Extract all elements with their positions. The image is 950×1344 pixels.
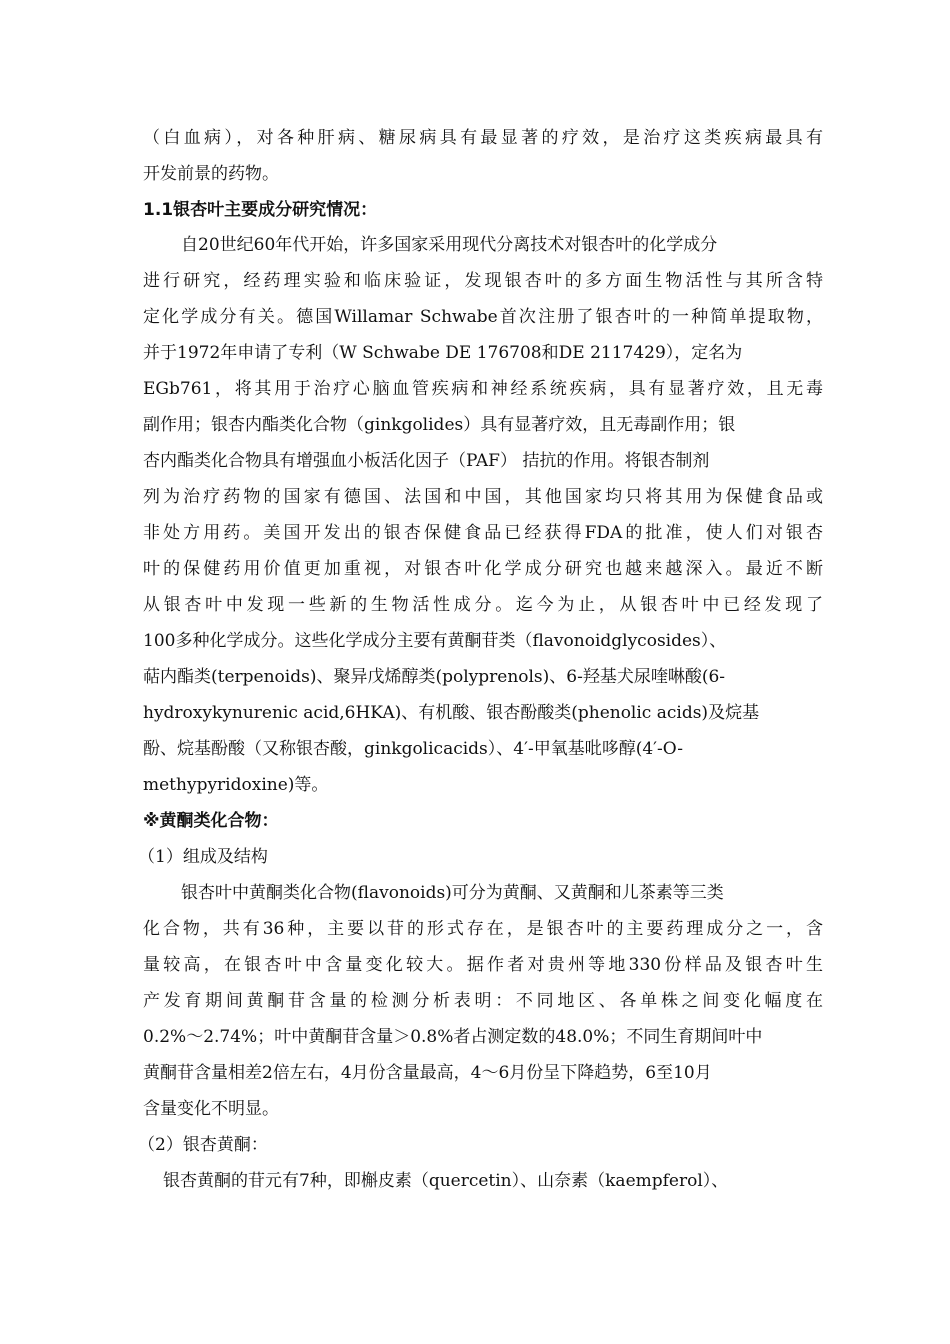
section-heading: ※黄酮类化合物：	[143, 811, 279, 831]
paragraph-line: 产发育期间黄酮苷含量的检测分析表明：不同地区、各单株之间变化幅度在	[143, 991, 823, 1011]
paragraph-line: （白血病），对各种肝病、糖尿病具有最显著的疗效，是治疗这类疾病最具有	[143, 128, 823, 148]
paragraph-line: 100多种化学成分。这些化学成分主要有黄酮苷类（flavonoidglycosides）、	[143, 631, 727, 651]
paragraph-line: 酚、烷基酚酸（又称银杏酸，ginkgolicacids）、4′-甲氧基吡哆醇(4′-O-	[143, 739, 684, 759]
subsection-heading: （1）组成及结构	[138, 847, 268, 867]
paragraph-line: 列为治疗药物的国家有德国、法国和中国，其他国家均只将其用为保健食品或	[143, 487, 823, 507]
paragraph-line: 萜内酯类(terpenoids)、聚异戊烯醇类(polyprenols)、6-羟基犬尿喹啉酸(6-	[143, 667, 726, 687]
paragraph-line: 银杏黄酮的苷元有7种，即槲皮素（quercetin）、山奈素（kaempferol）、	[163, 1171, 729, 1191]
paragraph-line: 从银杏叶中发现一些新的生物活性成分。迄今为止，从银杏叶中已经发现了	[143, 595, 823, 615]
section-heading: 1.1银杏叶主要成分研究情况：	[143, 200, 378, 220]
paragraph-line: 银杏叶中黄酮类化合物(flavonoids)可分为黄酮、又黄酮和儿茶素等三类	[181, 883, 724, 903]
paragraph-line: 自20世纪60年代开始，许多国家采用现代分离技术对银杏叶的化学成分	[181, 235, 718, 255]
paragraph-line: hydroxykynurenic acid,6HKA)、有机酸、银杏酚酸类(phenolic acids)及烷基	[143, 703, 760, 723]
paragraph-line: EGb761，将其用于治疗心脑血管疾病和神经系统疾病，具有显著疗效，且无毒	[143, 379, 823, 399]
paragraph-line: 定化学成分有关。德国Willamar Schwabe首次注册了银杏叶的一种简单提取物，	[143, 307, 823, 327]
paragraph-line: 开发前景的药物。	[143, 164, 279, 184]
paragraph-line: 含量变化不明显。	[143, 1099, 279, 1119]
paragraph-line: 副作用；银杏内酯类化合物（ginkgolides）具有显著疗效，且无毒副作用；银	[143, 415, 736, 435]
paragraph-line: 叶的保健药用价值更加重视，对银杏叶化学成分研究也越来越深入。最近不断	[143, 559, 823, 579]
paragraph-line: 量较高，在银杏叶中含量变化较大。据作者对贵州等地330份样品及银杏叶生	[143, 955, 823, 975]
paragraph-line: 非处方用药。美国开发出的银杏保健食品已经获得FDA的批准，使人们对银杏	[143, 523, 823, 543]
paragraph-line: methypyridoxine)等。	[143, 775, 329, 795]
paragraph-line: 0.2%～2.74%；叶中黄酮苷含量＞0.8%者占测定数的48.0%；不同生育期间叶中	[143, 1027, 763, 1047]
paragraph-line: 并于1972年申请了专利（W Schwabe DE 176708和DE 2117429），定名为	[143, 343, 743, 363]
paragraph-line: 进行研究，经药理实验和临床验证，发现银杏叶的多方面生物活性与其所含特	[143, 271, 823, 291]
paragraph-line: 杏内酯类化合物具有增强血小板活化因子（PAF） 拮抗的作用。将银杏制剂	[143, 451, 710, 471]
paragraph-line: 黄酮苷含量相差2倍左右，4月份含量最高，4～6月份呈下降趋势，6至10月	[143, 1063, 712, 1083]
paragraph-line: 化合物，共有36种，主要以苷的形式存在，是银杏叶的主要药理成分之一，含	[143, 919, 823, 939]
subsection-heading: （2）银杏黄酮：	[138, 1135, 268, 1155]
